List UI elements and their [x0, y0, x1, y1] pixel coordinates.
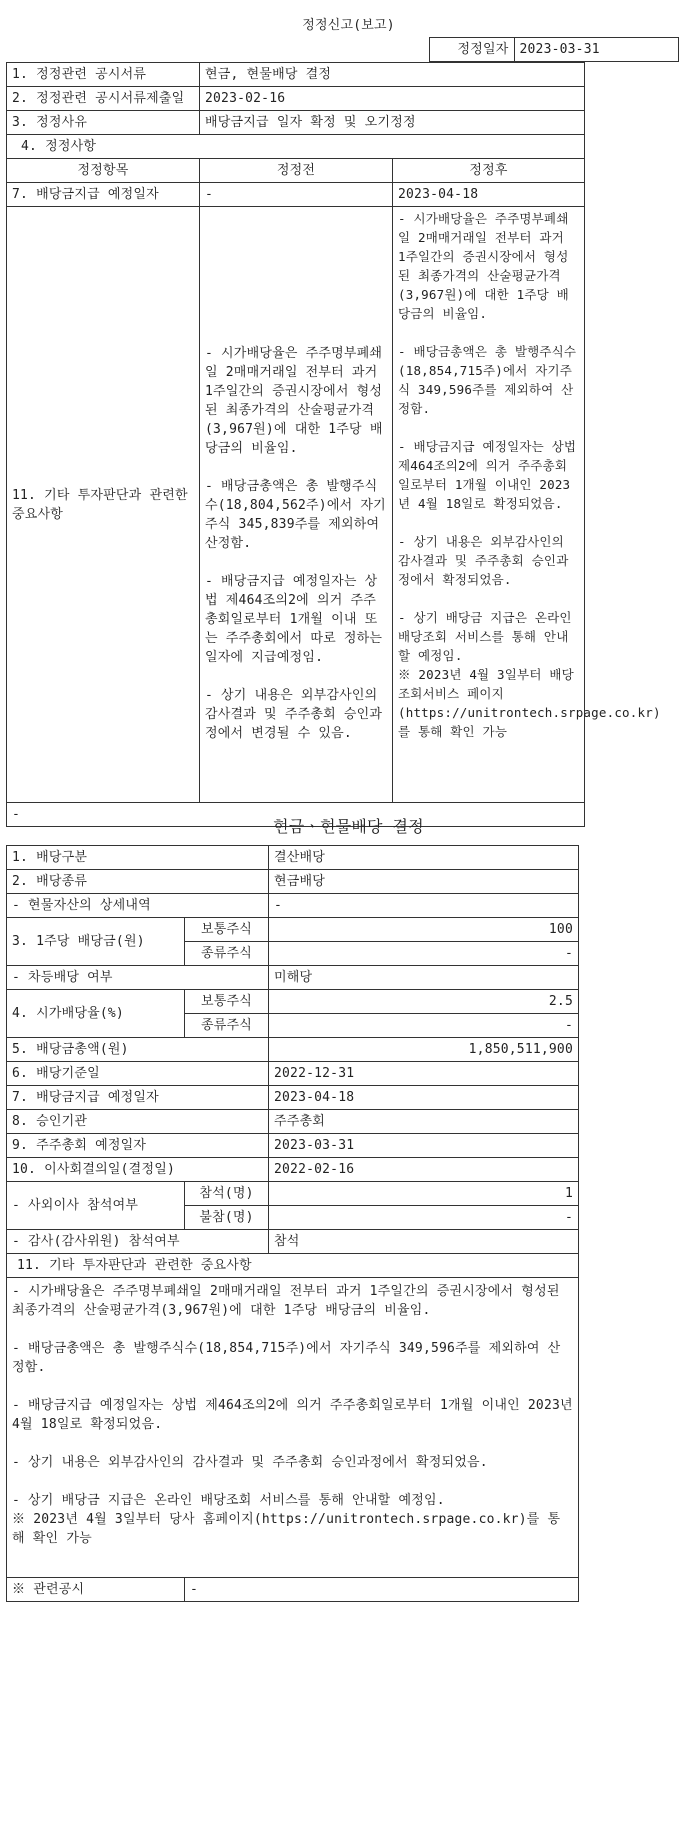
row-value: 주주총회 — [269, 1110, 579, 1134]
row-value: 현금배당 — [269, 870, 579, 894]
row-label: 1. 배당구분 — [7, 846, 269, 870]
row-value: 미해당 — [269, 966, 579, 990]
row-label: - 현물자산의 상세내역 — [7, 894, 269, 918]
correction-footer: - — [7, 803, 585, 827]
row-value: 2022-12-31 — [269, 1062, 579, 1086]
row-label: 5. 배당금총액(원) — [7, 1038, 269, 1062]
table-row — [7, 1158, 579, 1182]
row-value: 2022-02-16 — [269, 1158, 579, 1182]
item7-after: 2023-04-18 — [393, 183, 585, 207]
table-row — [7, 1254, 579, 1278]
sub-label: 참석(명) — [185, 1182, 269, 1206]
correction-row — [7, 111, 585, 135]
row-value: 2023-04-18 — [269, 1086, 579, 1110]
header-after: 정정후 — [393, 159, 585, 183]
row-value: 2023-02-16 — [200, 87, 585, 111]
table-row — [7, 1578, 579, 1602]
row-value: - — [269, 894, 579, 918]
row-label: 9. 주주총회 예정일자 — [7, 1134, 269, 1158]
sub-label: 종류주식 — [185, 1014, 269, 1038]
row-label: 10. 이사회결의일(결정일) — [7, 1158, 269, 1182]
correction-row — [7, 87, 585, 111]
table-row — [7, 894, 579, 918]
row-value: - — [269, 1206, 579, 1230]
row-label: 8. 승인기관 — [7, 1110, 269, 1134]
item11-before: - 시가배당율은 주주명부폐쇄일 2매매거래일 전부터 과거 1주일간의 증권시장에서 형성된 최종가격의 산술평균가격(3,967원)에 대한 1주당 배당금의 비율임. - 배당금총액은 총 발행주식수(18,804,562주)에서 자기주식 345,839주를 제외하여 산정함. - 배당금지급 예정일자는 상법 제464조의2에 의거 주주총회일로부터 1개월 이내 또는 주주총회에서 따로 정하는 일자에 지급예정임. - 상기 내용은 외부감사인의 감사결과 및 주주총회 승인과정에서 변경될 수 있음. — [200, 207, 393, 803]
row-value: 1,850,511,900 — [269, 1038, 579, 1062]
sub-label: 보통주식 — [185, 990, 269, 1014]
row-value: 참석 — [269, 1230, 579, 1254]
dividend-title: 현금ㆍ현물배당 결정 — [273, 817, 424, 836]
correction-date-value: 2023-03-31 — [514, 38, 678, 62]
related-disclosure-value: - — [185, 1578, 579, 1602]
row-label: - 감사(감사위원) 참석여부 — [7, 1230, 269, 1254]
sub-label: 종류주식 — [185, 942, 269, 966]
row-label: - 차등배당 여부 — [7, 966, 269, 990]
section4-heading: 4. 정정사항 — [7, 135, 585, 159]
row-label: 3. 1주당 배당금(원) — [7, 918, 185, 966]
correction-title: 정정신고(보고) — [302, 18, 395, 33]
table-row — [7, 918, 579, 942]
table-row — [7, 1278, 579, 1578]
table-row — [7, 1062, 579, 1086]
row-value: 현금, 현물배당 결정 — [200, 63, 585, 87]
correction-date-label: 정정일자 — [429, 38, 514, 62]
sub-label: 불참(명) — [185, 1206, 269, 1230]
row-value: 2.5 — [269, 990, 579, 1014]
row-value: 100 — [269, 918, 579, 942]
row-label: 4. 시가배당율(%) — [7, 990, 185, 1038]
correction-row — [7, 63, 585, 87]
table-row — [7, 1182, 579, 1206]
item7-before: - — [200, 183, 393, 207]
other-matters-text: - 시가배당율은 주주명부폐쇄일 2매매거래일 전부터 과거 1주일간의 증권시장에서 형성된 최종가격의 산술평균가격(3,967원)에 대한 1주당 배당금의 비율임. - 배당금총액은 총 발행주식수(18,854,715주)에서 자기주식 349,596주를 제외하여 산정함. - 배당금지급 예정일자는 상법 제464조의2에 의거 주주총회일로부터 1개월 이내인 2023년 4월 18일로 확정되었음. - 상기 내용은 외부감사인의 감사결과 및 주주총회 승인과정에서 확정되었음. - 상기 배당금 지급은 온라인 배당조회 서비스를 통해 안내할 예정임. ※ 2023년 4월 3일부터 당사 홈페이지(https://unitrontech.srpage.co.kr)를 통해 확인 가능 — [7, 1278, 579, 1578]
correction-date-table — [6, 37, 679, 62]
row-value: 2023-03-31 — [269, 1134, 579, 1158]
row-value: 결산배당 — [269, 846, 579, 870]
item11-after: - 시가배당율은 주주명부폐쇄일 2매매거래일 전부터 과거 1주일간의 증권시장에서 형성된 최종가격의 산술평균가격(3,967원)에 대한 1주당 배당금의 비율임. - 배당금총액은 총 발행주식수(18,854,715주)에서 자기주식 349,596주를 제외하여 산정함. - 배당금지급 예정일자는 상법 제464조의2에 의거 주주총회일로부터 1개월 이내인 2023년 4월 18일로 확정되었음. - 상기 내용은 외부감사인의 감사결과 및 주주총회 승인과정에서 확정되었음. - 상기 배당금 지급은 온라인 배당조회 서비스를 통해 안내할 예정임. ※ 2023년 4월 3일부터 배당조회서비스 페이지(https://unitrontech.srpage.co.kr)를 통해 확인 가능 — [393, 207, 585, 803]
row-value: - — [269, 942, 579, 966]
row-label: 3. 정정사유 — [7, 111, 200, 135]
table-row — [7, 870, 579, 894]
item11-label: 11. 기타 투자판단과 관련한 중요사항 — [7, 207, 200, 803]
row-value: 배당금지급 일자 확정 및 오기정정 — [200, 111, 585, 135]
related-disclosure-label: ※ 관련공시 — [7, 1578, 185, 1602]
correction-detail-table — [6, 134, 661, 827]
header-before: 정정전 — [200, 159, 393, 183]
table-row — [7, 1230, 579, 1254]
row-label: - 사외이사 참석여부 — [7, 1182, 185, 1230]
sub-label: 보통주식 — [185, 918, 269, 942]
row-label: 1. 정정관련 공시서류 — [7, 63, 200, 87]
correction-info-table — [6, 62, 585, 135]
table-row — [7, 1134, 579, 1158]
row-value: - — [269, 1014, 579, 1038]
table-row — [7, 1086, 579, 1110]
row-value: 1 — [269, 1182, 579, 1206]
dividend-table — [6, 845, 579, 1602]
row-label: 7. 배당금지급 예정일자 — [7, 1086, 269, 1110]
table-row — [7, 966, 579, 990]
table-row — [7, 1038, 579, 1062]
item7-label: 7. 배당금지급 예정일자 — [7, 183, 200, 207]
table-row — [7, 846, 579, 870]
table-row — [7, 990, 579, 1014]
row-label: 2. 배당종류 — [7, 870, 269, 894]
header-item: 정정항목 — [7, 159, 200, 183]
row-label: 2. 정정관련 공시서류제출일 — [7, 87, 200, 111]
row-label: 11. 기타 투자판단과 관련한 중요사항 — [7, 1254, 579, 1278]
row-label: 6. 배당기준일 — [7, 1062, 269, 1086]
table-row — [7, 1110, 579, 1134]
